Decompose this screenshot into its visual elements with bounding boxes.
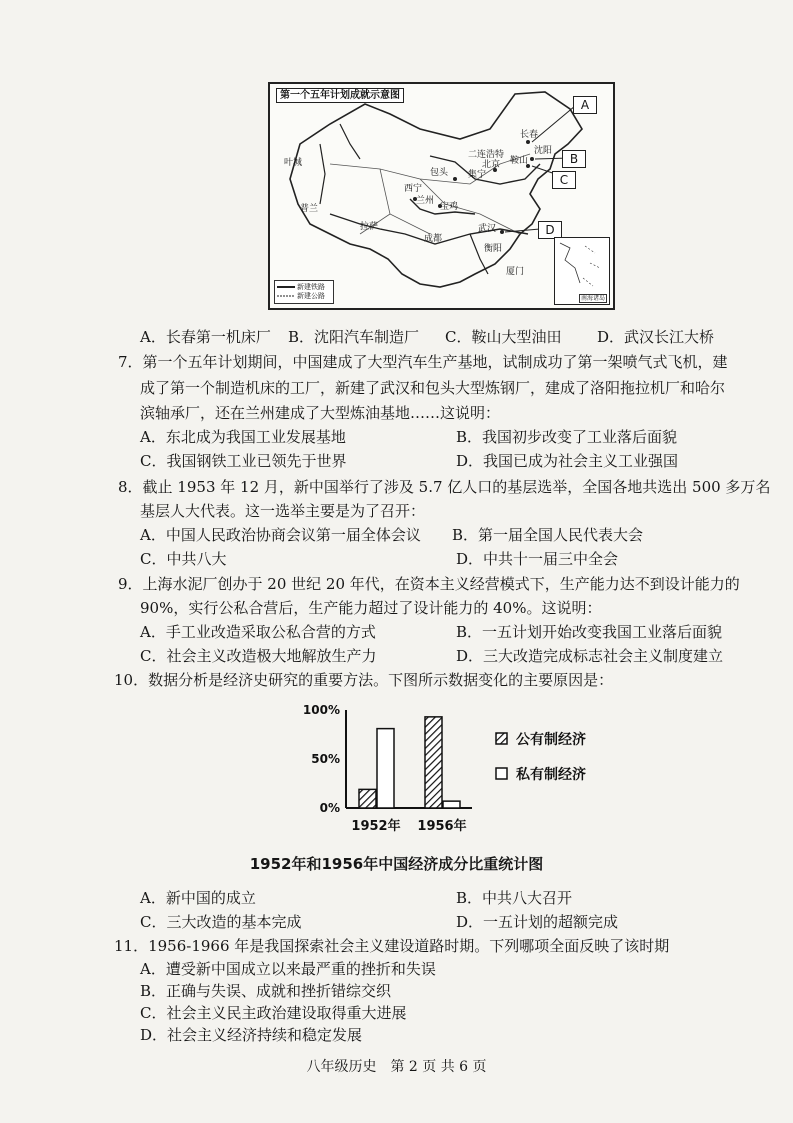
legend-lines-icon [277,282,297,302]
marker-a: A [573,96,597,114]
city-lanzhou: 兰州 [416,196,435,206]
city-chengdu: 成都 [424,234,443,244]
x-category-label: 1952年 [351,819,401,834]
city-erlianhaote: 二连浩特 [468,150,505,160]
q9-option-b: B．一五计划开始改变我国工业落后面貌 [456,623,723,641]
marker-c: C [552,171,576,189]
bar-1-0 [425,717,442,808]
q7-option-d: D．我国已成为社会主义工业强国 [456,452,679,470]
map-legend [274,280,334,304]
q8-option-a: A．中国人民政治协商会议第一届全体会议 [140,526,421,544]
city-yecheng: 叶城 [284,158,303,168]
chart-svg [296,700,636,845]
q8-line-2: 基层人大代表。这一选举主要是为了召开： [140,502,426,520]
legend-label: 私有制经济 [516,767,586,783]
economy-share-chart [296,700,636,845]
q9-line-2: 90%，实行公私合营后，生产能力超过了设计能力的 40%。这说明： [140,599,602,617]
q11-option-b: B．正确与失误、成就和挫折错综交织 [140,982,392,1000]
inset-caption: 南海诸岛 [580,295,605,302]
bar-1-1 [443,801,460,808]
q9-option-d: D．三大改造完成标志社会主义制度建立 [456,647,724,665]
city-beijing: 北京 [482,160,501,170]
x-category-label: 1956年 [417,819,467,834]
marker-d: D [538,221,562,239]
q8-option-b: B．第一届全国人民代表大会 [452,526,644,544]
city-jining: 集宁 [468,170,487,180]
q8-option-d: D．中共十一届三中全会 [456,550,619,568]
q8-line-1: 8．截止 1953 年 12 月，新中国举行了涉及 5.7 亿人口的基层选举，全国各地共选出 500 多万名 [118,478,771,496]
legend-label: 公有制经济 [516,732,586,748]
y-tick-label: 100% [302,703,340,717]
city-anshan: 鞍山 [510,156,529,166]
q9-option-c: C．社会主义改造极大地解放生产力 [140,647,377,665]
q11-option-c: C．社会主义民主政治建设取得重大进展 [140,1004,407,1022]
q7-line-3: 滨轴承厂，还在兰州建成了大型炼油基地……这说明： [140,404,501,422]
q9-line-1: 9．上海水泥厂创办于 20 世纪 20 年代，在资本主义经营模式下，生产能力达不到设计能力的 [118,575,740,593]
q8-option-c: C．中共八大 [140,550,227,568]
q6-option-a: A．长春第一机床厂 [140,328,271,346]
city-xining: 西宁 [404,184,423,194]
bar-0-0 [359,789,376,808]
city-wuhan: 武汉 [478,224,497,234]
q11-line-1: 11．1956-1966 年是我国探索社会主义建设道路时期。下列哪项全面反映了该时期 [114,937,670,955]
legend-swatch [496,768,507,779]
city-shenyang: 沈阳 [534,146,553,156]
q11-option-d: D．社会主义经济持续和稳定发展 [140,1026,363,1044]
q10-line-1: 10．数据分析是经济史研究的重要方法。下图所示数据变化的主要原因是： [114,671,614,689]
city-pulan: 普兰 [300,204,319,214]
q10-option-d: D．一五计划的超额完成 [456,913,619,931]
city-xiamen: 厦门 [506,267,525,277]
legend-road: 新建公路 [297,292,325,300]
bar-0-1 [377,729,394,808]
legend-swatch [496,733,507,744]
q7-option-c: C．我国钢铁工业已领先于世界 [140,452,347,470]
y-tick-label: 50% [311,752,340,766]
q6-option-d: D．武汉长江大桥 [597,328,715,346]
city-lhasa: 拉萨 [360,222,379,232]
marker-b: B [562,150,586,168]
q10-option-c: C．三大改造的基本完成 [140,913,302,931]
five-year-plan-map [268,82,615,310]
q6-option-b: B．沈阳汽车制造厂 [288,328,420,346]
q11-option-a: A．遭受新中国成立以来最严重的挫折和失误 [140,960,436,978]
q9-option-a: A．手工业改造采取公私合营的方式 [140,623,376,641]
city-baoji: 宝鸡 [440,202,459,212]
q10-option-b: B．中共八大召开 [456,889,573,907]
map-title: 第一个五年计划成就示意图 [276,88,404,103]
q7-option-b: B．我国初步改变了工业落后面貌 [456,428,678,446]
q10-option-a: A．新中国的成立 [140,889,256,907]
city-baotou: 包头 [430,168,449,178]
q6-option-c: C．鞍山大型油田 [445,328,562,346]
city-changchun: 长春 [520,130,539,140]
q7-line-1: 7．第一个五年计划期间，中国建成了大型汽车生产基地，试制成功了第一架喷气式飞机，建 [118,353,728,371]
legend-railway: 新建铁路 [297,283,325,291]
page-footer: 八年级历史 第 2 页 共 6 页 [306,1059,487,1075]
y-tick-label: 0% [319,801,340,815]
city-hengyang: 衡阳 [484,244,503,254]
chart-title: 1952年和1956年中国经济成分比重统计图 [249,855,544,873]
q7-option-a: A．东北成为我国工业发展基地 [140,428,346,446]
q7-line-2: 成了第一个制造机床的工厂，新建了武汉和包头大型炼钢厂，建成了洛阳拖拉机厂和哈尔 [140,379,726,397]
